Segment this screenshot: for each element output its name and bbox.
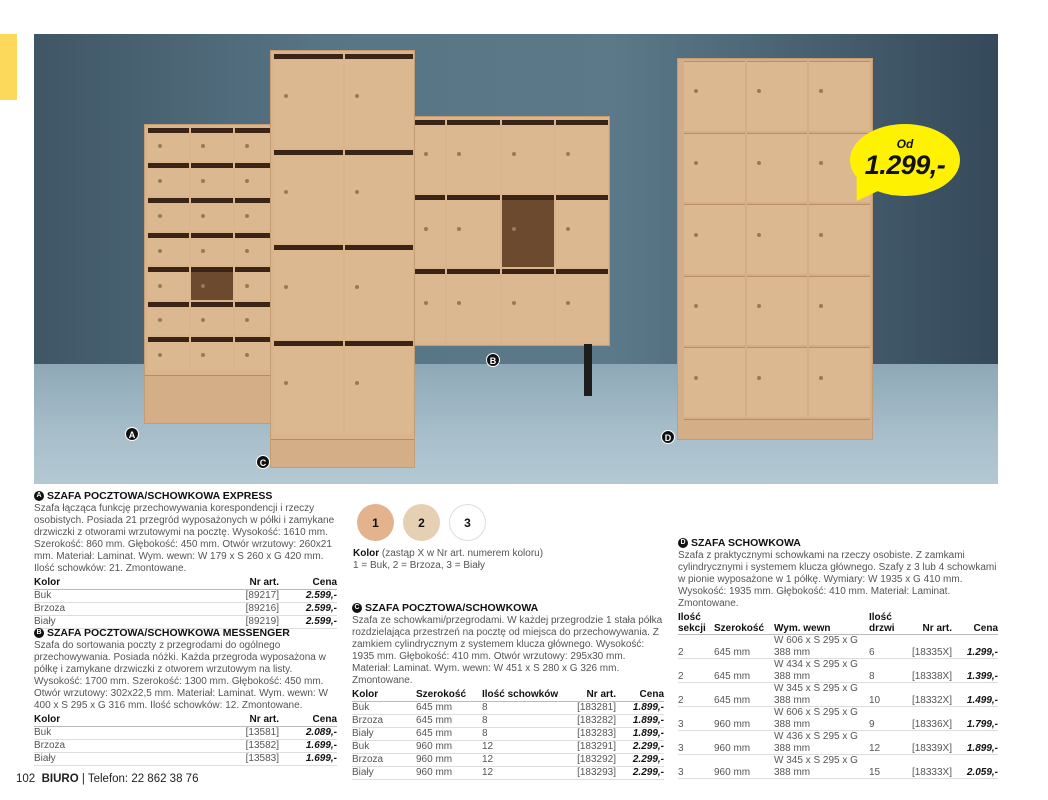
table-cell: 3 bbox=[678, 731, 714, 755]
section-d-title bbox=[678, 537, 998, 549]
table-cell: Buk bbox=[352, 741, 416, 754]
table-cell: W 434 x S 295 x G 388 mm bbox=[774, 659, 869, 683]
table-cell: [183282] bbox=[571, 715, 616, 728]
color-key-note bbox=[353, 548, 543, 572]
table-cell: W 345 x S 295 x G 388 mm bbox=[774, 683, 869, 707]
footer-separator: | bbox=[81, 773, 85, 785]
price-cell: 2.299,- bbox=[616, 767, 664, 780]
color-key-mapping: 1 = Buk, 2 = Brzoza, 3 = Biały bbox=[353, 560, 486, 571]
col-ilosc-drzwi: Ilość drzwi bbox=[869, 612, 907, 635]
col-kolor: Kolor bbox=[352, 689, 416, 702]
table-cell: [183292] bbox=[571, 754, 616, 767]
table-cell: 960 mm bbox=[416, 741, 482, 754]
table-cell: [18335X] bbox=[907, 635, 952, 659]
locker-door bbox=[809, 276, 870, 346]
footer-section: BIURO bbox=[41, 773, 79, 785]
locker-door bbox=[684, 204, 745, 274]
table-cell: 15 bbox=[869, 755, 907, 779]
cabinet-c bbox=[270, 50, 415, 468]
price-cell: 2.089,- bbox=[279, 727, 337, 740]
locker-door bbox=[556, 195, 608, 268]
section-d-table bbox=[678, 612, 998, 779]
locker-door bbox=[502, 269, 554, 342]
section-d-description: Szafa z praktycznymi schowkami na rzeczy osobiste. Z zamkami cylindrycznymi i systemem klucza głównego. Szafy z 3 lub 4 schowkami w pionie wyposażone w 1 półkę. Wymiary: W 1935 x G 410 mm. Wysokość: 1935 mm. Głębokość: 410 mm. Materiał: Laminat. Zmontowane. bbox=[678, 550, 997, 609]
table-cell: 645 mm bbox=[714, 683, 774, 707]
col-nr-art: Nr art. bbox=[152, 714, 279, 727]
swatch-brzoza: 2 bbox=[403, 504, 440, 541]
table-cell: [18333X] bbox=[907, 755, 952, 779]
table-cell: [183281] bbox=[571, 702, 616, 715]
table-cell: Biały bbox=[352, 767, 416, 780]
table-row bbox=[34, 727, 337, 740]
locker-door bbox=[447, 195, 499, 268]
locker-door bbox=[345, 245, 414, 339]
table-row bbox=[34, 753, 337, 766]
table-cell: Buk bbox=[352, 702, 416, 715]
table-cell: [183283] bbox=[571, 728, 616, 741]
color-swatches bbox=[357, 504, 486, 541]
page-number: 102 bbox=[16, 773, 36, 785]
locker-door bbox=[447, 269, 499, 342]
locker-door bbox=[747, 276, 808, 346]
table-row bbox=[34, 740, 337, 753]
table-row bbox=[352, 741, 664, 754]
table-cell: [18338X] bbox=[907, 659, 952, 683]
table-cell: 8 bbox=[482, 715, 571, 728]
col-cena: Cena bbox=[616, 689, 664, 702]
table-row bbox=[678, 635, 998, 659]
locker-door bbox=[274, 150, 343, 244]
table-cell: 645 mm bbox=[714, 659, 774, 683]
bubble-prefix: Od bbox=[896, 137, 914, 151]
table-cell: [18336X] bbox=[907, 707, 952, 731]
bubble-price: 1.299,- bbox=[864, 150, 946, 180]
locker-door bbox=[809, 347, 870, 417]
section-a-description: Szafa łącząca funkcję przechowywania korespondencji i rzeczy osobistych. Posiada 21 przegród wyposażonych w półki i zamykane drzwiczki z otworami wrzutowymi na pocztę. Wysokość: 1610 mm. Szerokość: 860 mm. Głębokość: 450 mm. Otwór wrzutowy: 260x21 mm. Materiał: Laminat. Wym. wewn: W 179 x S 260 x G 420 mm. Ilość schowków: 21. Zmontowane. bbox=[34, 503, 335, 574]
locker-door bbox=[684, 61, 745, 131]
footer-phone: Telefon: 22 862 38 76 bbox=[87, 773, 199, 785]
col-kolor: Kolor bbox=[34, 714, 152, 727]
table-cell: [13582] bbox=[152, 740, 279, 753]
table-cell: W 606 x S 295 x G 388 mm bbox=[774, 635, 869, 659]
price-cell: 1.299,- bbox=[952, 635, 998, 659]
table-cell: [89217] bbox=[152, 590, 279, 603]
locker-door bbox=[809, 61, 870, 131]
locker-door bbox=[502, 195, 554, 268]
label-b-badge: B bbox=[486, 353, 500, 367]
locker-door bbox=[148, 233, 189, 266]
table-cell: 960 mm bbox=[714, 755, 774, 779]
table-cell: Buk bbox=[34, 590, 152, 603]
locker-door bbox=[684, 133, 745, 203]
table-row bbox=[678, 707, 998, 731]
table-cell: Biały bbox=[352, 728, 416, 741]
locker-door bbox=[447, 120, 499, 193]
swatch-buk: 1 bbox=[357, 504, 394, 541]
table-row bbox=[34, 590, 337, 603]
price-bubble bbox=[850, 124, 960, 204]
col-cena: Cena bbox=[279, 577, 337, 590]
locker-door bbox=[684, 347, 745, 417]
col-cena: Cena bbox=[279, 714, 337, 727]
table-cell: [13581] bbox=[152, 727, 279, 740]
table-cell: 645 mm bbox=[416, 728, 482, 741]
locker-door bbox=[148, 128, 189, 161]
price-cell: 1.499,- bbox=[952, 683, 998, 707]
locker-door bbox=[274, 245, 343, 339]
color-key-instruction: (zastąp X w Nr art. numerem koloru) bbox=[379, 548, 544, 559]
table-cell: 960 mm bbox=[416, 767, 482, 780]
table-cell: 645 mm bbox=[714, 635, 774, 659]
table-cell: 960 mm bbox=[714, 731, 774, 755]
table-cell: 12 bbox=[482, 741, 571, 754]
table-cell: 3 bbox=[678, 707, 714, 731]
product-section-b bbox=[34, 627, 337, 766]
locker-door bbox=[345, 150, 414, 244]
product-section-a bbox=[34, 490, 337, 629]
col-ilosc-schowkow: Ilość schowków bbox=[482, 689, 571, 702]
cabinet-d bbox=[677, 58, 873, 440]
col-nr-art: Nr art. bbox=[571, 689, 616, 702]
locker-door bbox=[502, 120, 554, 193]
price-cell: 1.899,- bbox=[952, 731, 998, 755]
table-cell: 12 bbox=[482, 767, 571, 780]
table-cell: [18339X] bbox=[907, 731, 952, 755]
locker-door bbox=[345, 54, 414, 148]
section-a-title bbox=[34, 490, 337, 502]
locker-door bbox=[747, 204, 808, 274]
section-a-title-text: SZAFA POCZTOWA/SCHOWKOWA EXPRESS bbox=[47, 490, 273, 502]
table-cell: 8 bbox=[482, 728, 571, 741]
table-row bbox=[678, 659, 998, 683]
section-b-title bbox=[34, 627, 337, 639]
price-cell: 2.299,- bbox=[616, 741, 664, 754]
table-cell: 8 bbox=[482, 702, 571, 715]
table-cell: Brzoza bbox=[352, 754, 416, 767]
section-tab-marker bbox=[0, 34, 17, 100]
table-cell: 645 mm bbox=[416, 702, 482, 715]
label-a-badge: A bbox=[125, 427, 139, 441]
locker-door bbox=[414, 195, 445, 268]
table-row bbox=[678, 683, 998, 707]
table-cell: [183293] bbox=[571, 767, 616, 780]
table-cell: [18332X] bbox=[907, 683, 952, 707]
locker-door bbox=[747, 133, 808, 203]
color-key-label: Kolor bbox=[353, 548, 380, 559]
locker-door bbox=[148, 198, 189, 231]
product-section-c bbox=[352, 602, 664, 780]
price-cell: 1.899,- bbox=[616, 702, 664, 715]
locker-door bbox=[191, 267, 232, 300]
section-b-table bbox=[34, 714, 337, 766]
locker-door bbox=[191, 233, 232, 266]
table-cell: Buk bbox=[34, 727, 152, 740]
page-footer bbox=[16, 773, 198, 785]
col-szerokosc: Szerokość bbox=[714, 612, 774, 635]
locker-door bbox=[274, 341, 343, 435]
col-ilosc-sekcji: Ilość sekcji bbox=[678, 612, 714, 635]
col-wym-wewn: Wym. wewn bbox=[774, 612, 869, 635]
section-c-description: Szafa ze schowkami/przegrodami. W każdej przegrodzie 1 stała półka rozdzielająca przestrzeń na pocztę od miejsca do przechowywania. Z zamkiem cylindrycznym z systemem klucza głównego. Wysokość: 1935 mm. Głębokość: 410 mm. Otwór wrzutowy: 295x30 mm. Materiał: Laminat. Wym. wewn: W 451 x S 280 x G 326 mm. Zmontowane. bbox=[352, 615, 663, 686]
table-cell: Biały bbox=[34, 616, 152, 629]
price-cell: 1.799,- bbox=[952, 707, 998, 731]
price-cell: 2.599,- bbox=[279, 616, 337, 629]
table-cell: 2 bbox=[678, 659, 714, 683]
locker-door bbox=[148, 267, 189, 300]
locker-door bbox=[274, 54, 343, 148]
table-cell: [89216] bbox=[152, 603, 279, 616]
price-cell: 2.599,- bbox=[279, 603, 337, 616]
table-cell: 12 bbox=[482, 754, 571, 767]
locker-door bbox=[148, 163, 189, 196]
cabinet-b bbox=[410, 116, 610, 346]
locker-door bbox=[684, 276, 745, 346]
table-cell: W 606 x S 295 x G 388 mm bbox=[774, 707, 869, 731]
table-cell: 960 mm bbox=[416, 754, 482, 767]
col-nr-art: Nr art. bbox=[907, 612, 952, 635]
table-cell: 9 bbox=[869, 707, 907, 731]
price-cell: 2.059,- bbox=[952, 755, 998, 779]
table-row bbox=[678, 731, 998, 755]
label-c-badge: C bbox=[256, 455, 270, 469]
price-cell: 1.899,- bbox=[616, 728, 664, 741]
col-cena: Cena bbox=[952, 612, 998, 635]
section-c-title-text: SZAFA POCZTOWA/SCHOWKOWA bbox=[365, 602, 539, 614]
table-cell: [13583] bbox=[152, 753, 279, 766]
price-cell: 1.699,- bbox=[279, 740, 337, 753]
product-photo bbox=[34, 34, 998, 484]
table-cell: W 345 x S 295 x G 388 mm bbox=[774, 755, 869, 779]
table-row bbox=[352, 728, 664, 741]
table-row bbox=[352, 702, 664, 715]
table-row bbox=[678, 755, 998, 779]
col-nr-art: Nr art. bbox=[152, 577, 279, 590]
locker-door bbox=[191, 337, 232, 370]
table-cell: 645 mm bbox=[416, 715, 482, 728]
table-row bbox=[34, 603, 337, 616]
table-row bbox=[352, 715, 664, 728]
table-row bbox=[352, 767, 664, 780]
table-cell: 6 bbox=[869, 635, 907, 659]
price-cell: 1.899,- bbox=[616, 715, 664, 728]
col-kolor: Kolor bbox=[34, 577, 152, 590]
table-cell: 12 bbox=[869, 731, 907, 755]
locker-door bbox=[809, 204, 870, 274]
table-cell: Biały bbox=[34, 753, 152, 766]
table-cell: 3 bbox=[678, 755, 714, 779]
table-cell: 2 bbox=[678, 635, 714, 659]
locker-door bbox=[414, 120, 445, 193]
table-cell: Brzoza bbox=[34, 740, 152, 753]
price-cell: 2.599,- bbox=[279, 590, 337, 603]
table-cell: 8 bbox=[869, 659, 907, 683]
product-section-d bbox=[678, 537, 998, 779]
locker-door bbox=[414, 269, 445, 342]
price-cell: 1.399,- bbox=[952, 659, 998, 683]
locker-door bbox=[148, 337, 189, 370]
table-cell: [183291] bbox=[571, 741, 616, 754]
locker-door bbox=[556, 120, 608, 193]
badge-d-icon: D bbox=[678, 538, 688, 548]
section-d-title-text: SZAFA SCHOWKOWA bbox=[691, 537, 801, 549]
table-cell: Brzoza bbox=[352, 715, 416, 728]
table-cell: [89219] bbox=[152, 616, 279, 629]
table-row bbox=[352, 754, 664, 767]
section-a-table bbox=[34, 577, 337, 629]
locker-door bbox=[345, 341, 414, 435]
table-cell: W 436 x S 295 x G 388 mm bbox=[774, 731, 869, 755]
label-d-badge: D bbox=[661, 430, 675, 444]
table-cell: Brzoza bbox=[34, 603, 152, 616]
swatch-bialy: 3 bbox=[449, 504, 486, 541]
locker-door bbox=[191, 128, 232, 161]
cabinet-a bbox=[144, 124, 279, 424]
section-b-title-text: SZAFA POCZTOWA/SCHOWKOWA MESSENGER bbox=[47, 627, 290, 639]
table-cell: 2 bbox=[678, 683, 714, 707]
section-b-description: Szafa do sortowania poczty z przegrodami do ogólnego przechowywania. Posiada nóżki. Każda przegroda wyposażona w półkę i zamykane drzwiczki z otworem wrzutowym na listy. Wysokość: 1700 mm. Szerokość: 1300 mm. Głębokość: 450 mm. Otwór wrzutowy: 302x22,5 mm. Materiał: Laminat. Wym. wewn: W 400 x S 295 x G 316 mm. Ilość schowków: 12. Zmontowane. bbox=[34, 640, 328, 711]
price-cell: 2.299,- bbox=[616, 754, 664, 767]
section-c-title bbox=[352, 602, 664, 614]
locker-door bbox=[191, 163, 232, 196]
table-cell: 960 mm bbox=[714, 707, 774, 731]
badge-b-icon: B bbox=[34, 628, 44, 638]
section-c-table bbox=[352, 689, 664, 780]
locker-door bbox=[747, 347, 808, 417]
price-cell: 1.699,- bbox=[279, 753, 337, 766]
badge-c-icon: C bbox=[352, 603, 362, 613]
table-cell: 10 bbox=[869, 683, 907, 707]
locker-door bbox=[556, 269, 608, 342]
locker-door bbox=[191, 198, 232, 231]
locker-door bbox=[747, 61, 808, 131]
locker-door bbox=[148, 302, 189, 335]
badge-a-icon: A bbox=[34, 491, 44, 501]
locker-door bbox=[191, 302, 232, 335]
col-szerokosc: Szerokość bbox=[416, 689, 482, 702]
